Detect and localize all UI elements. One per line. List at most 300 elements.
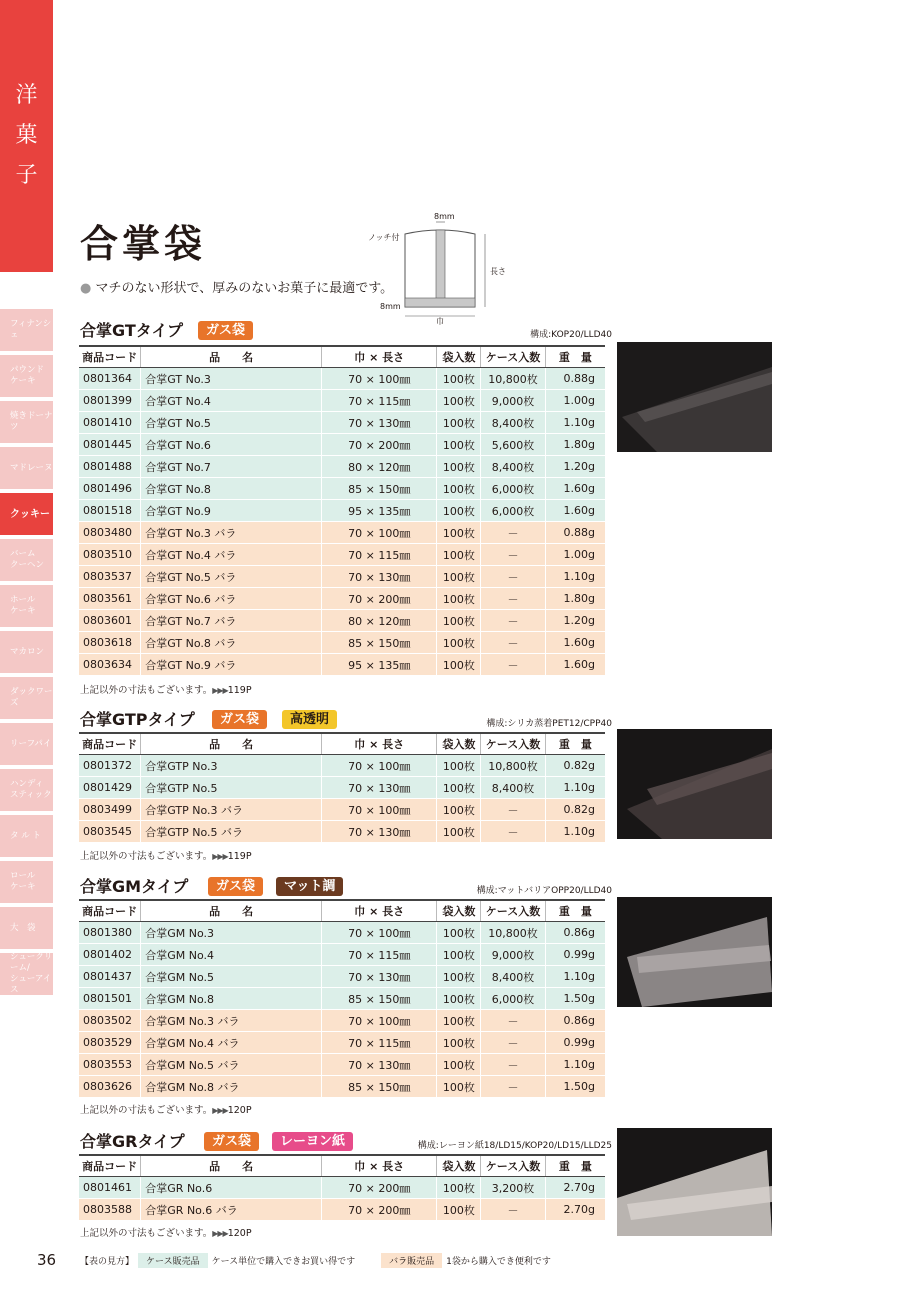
cell-qty: 100枚 [437,988,481,1010]
cell-qty: 100枚 [437,544,481,566]
note-page-link[interactable]: 119P [227,685,252,696]
cell-code: 0803553 [79,1054,141,1076]
note-text: 上記以外の寸法もございます。 [80,685,213,696]
cell-case-qty: － [481,522,545,544]
cell-code: 0803499 [79,799,141,821]
composition: 構成:KOP20/LLD40 [530,330,612,340]
tag-gas: ガス袋 [208,877,263,896]
cell-name: 合掌GT No.3 [141,368,322,390]
note-page-link[interactable]: 120P [227,1105,252,1116]
cell-case-qty: － [481,544,545,566]
section-header [80,1128,610,1154]
table-row [79,566,605,588]
table-row [79,412,605,434]
cell-code: 0801461 [79,1177,141,1199]
cell-case-qty: 5,600枚 [481,434,545,456]
cell-size: 80 × 120㎜ [322,610,437,632]
cell-size: 70 × 200㎜ [322,1199,437,1221]
table-row [79,632,605,654]
cell-weight: 1.10g [545,821,605,843]
arrow-icon: ▶▶▶ [212,852,228,861]
header-case-qty: ケース入数 [481,733,545,755]
table-row [79,368,605,390]
cell-name: 合掌GT No.5 [141,412,322,434]
table-row [79,390,605,412]
cell-weight: 1.10g [545,566,605,588]
side-nav-item[interactable]: ダックワーズ [0,677,53,721]
cell-name: 合掌GT No.6 バラ [141,588,322,610]
cell-name: 合掌GM No.4 バラ [141,1032,322,1054]
table-row [79,966,605,988]
cell-case-qty: － [481,588,545,610]
cell-size: 70 × 200㎜ [322,434,437,456]
cell-code: 0801380 [79,922,141,944]
cell-case-qty: 10,800枚 [481,922,545,944]
cell-code: 0801496 [79,478,141,500]
cell-size: 70 × 130㎜ [322,777,437,799]
cell-code: 0801364 [79,368,141,390]
section-title: 合掌GRタイプ [80,1132,185,1151]
side-nav-item[interactable]: フィナンシェ [0,309,53,353]
cell-size: 80 × 120㎜ [322,456,437,478]
table-row [79,1199,605,1221]
table-row [79,610,605,632]
category-char: 洋 [15,83,38,108]
cell-code: 0801518 [79,500,141,522]
cell-weight: 0.86g [545,1010,605,1032]
legend-label: 【表の見方】 [80,1257,135,1267]
cell-case-qty: － [481,566,545,588]
diagram-top-label: 8mm [434,212,455,221]
cell-name: 合掌GTP No.5 [141,777,322,799]
cell-weight: 0.88g [545,368,605,390]
table-row [79,1076,605,1098]
cell-case-qty: 9,000枚 [481,390,545,412]
cell-weight: 0.86g [545,922,605,944]
cell-name: 合掌GM No.4 [141,944,322,966]
page-title: 合掌袋 [80,221,207,266]
cell-qty: 100枚 [437,632,481,654]
product-table [79,732,605,842]
cell-size: 95 × 135㎜ [322,654,437,676]
cell-size: 70 × 100㎜ [322,368,437,390]
cell-weight: 2.70g [545,1177,605,1199]
cell-case-qty: 8,400枚 [481,777,545,799]
note-text: 上記以外の寸法もございます。 [80,1228,213,1239]
diagram-bottom-label: 8mm [380,302,401,311]
cell-size: 70 × 100㎜ [322,1010,437,1032]
product-photo [617,729,772,839]
cell-code: 0803510 [79,544,141,566]
cell-case-qty: － [481,1032,545,1054]
cell-name: 合掌GM No.8 バラ [141,1076,322,1098]
cell-case-qty: 10,800枚 [481,755,545,777]
legend-case-swatch: ケース販売品 [138,1253,208,1268]
cell-size: 70 × 115㎜ [322,544,437,566]
side-nav-item[interactable]: 大 袋 [0,907,53,951]
tag-matte: マット調 [276,877,343,896]
cell-weight: 0.82g [545,799,605,821]
cell-weight: 1.60g [545,500,605,522]
bullet-icon: ● [80,281,92,296]
table-row [79,434,605,456]
cell-name: 合掌GTP No.5 バラ [141,821,322,843]
header-weight: 重 量 [545,900,605,922]
cell-name: 合掌GM No.5 [141,966,322,988]
cell-name: 合掌GT No.4 バラ [141,544,322,566]
cell-qty: 100枚 [437,1199,481,1221]
cell-name: 合掌GM No.8 [141,988,322,1010]
cell-code: 0801488 [79,456,141,478]
cell-case-qty: 6,000枚 [481,988,545,1010]
section-header [80,873,610,899]
tag-gas: ガス袋 [204,1132,259,1151]
cell-weight: 1.10g [545,966,605,988]
header-weight: 重 量 [545,733,605,755]
cell-code: 0801410 [79,412,141,434]
cell-case-qty: 8,400枚 [481,412,545,434]
cell-case-qty: － [481,799,545,821]
cell-code: 0803545 [79,821,141,843]
side-nav-item[interactable]: 焼きドーナツ [0,401,53,445]
cell-case-qty: － [481,821,545,843]
product-photo [617,897,772,1007]
tag-gas: ガス袋 [198,321,253,340]
cell-case-qty: 6,000枚 [481,500,545,522]
cell-case-qty: 6,000枚 [481,478,545,500]
bag-diagram [360,212,530,332]
cell-weight: 1.10g [545,1054,605,1076]
cell-code: 0803588 [79,1199,141,1221]
header-qty: 袋入数 [437,1155,481,1177]
cell-name: 合掌GT No.7 [141,456,322,478]
cell-size: 70 × 100㎜ [322,922,437,944]
header-case-qty: ケース入数 [481,346,545,368]
section-title: 合掌GMタイプ [80,877,189,896]
cell-qty: 100枚 [437,1032,481,1054]
header-code: 商品コード [79,1155,141,1177]
product-photo [617,342,772,452]
cell-size: 70 × 100㎜ [322,755,437,777]
cell-qty: 100枚 [437,478,481,500]
legend-bara-desc: 1袋から購入でき便利です [446,1257,551,1267]
cell-case-qty: 3,200枚 [481,1177,545,1199]
cell-code: 0803618 [79,632,141,654]
cell-size: 70 × 130㎜ [322,566,437,588]
side-nav-item[interactable]: ホール ケーキ [0,585,53,629]
size-note [80,1225,252,1239]
cell-name: 合掌GT No.3 バラ [141,522,322,544]
cell-code: 0803502 [79,1010,141,1032]
table-row [79,922,605,944]
subtitle-text: マチのない形状で、厚みのないお菓子に最適です。 [95,281,394,296]
diagram-width-label: 巾 [436,317,444,326]
cell-weight: 0.99g [545,1032,605,1054]
section-header [80,317,610,343]
product-table [79,899,605,1097]
cell-qty: 100枚 [437,654,481,676]
cell-size: 70 × 130㎜ [322,412,437,434]
legend-bara-swatch: バラ販売品 [381,1253,442,1268]
note-page-link[interactable]: 119P [227,851,252,862]
side-nav-item[interactable]: ロール ケーキ [0,861,53,905]
cell-qty: 100枚 [437,1076,481,1098]
table-row [79,588,605,610]
cell-case-qty: － [481,610,545,632]
cell-qty: 100枚 [437,1010,481,1032]
header-name: 品 名 [141,346,322,368]
header-code: 商品コード [79,346,141,368]
cell-qty: 100枚 [437,777,481,799]
cell-weight: 1.60g [545,478,605,500]
cell-case-qty: － [481,1010,545,1032]
cell-size: 70 × 200㎜ [322,588,437,610]
header-code: 商品コード [79,900,141,922]
cell-code: 0803626 [79,1076,141,1098]
table-header-row [79,1155,605,1177]
cell-name: 合掌GM No.5 バラ [141,1054,322,1076]
cell-name: 合掌GR No.6 [141,1177,322,1199]
cell-case-qty: 8,400枚 [481,456,545,478]
table-row [79,1010,605,1032]
cell-code: 0801402 [79,944,141,966]
header-name: 品 名 [141,733,322,755]
cell-size: 70 × 100㎜ [322,799,437,821]
composition: 構成:マットバリアOPP20/LLD40 [476,886,612,896]
diagram-notch-label: ノッチ付 [368,233,400,242]
arrow-icon: ▶▶▶ [212,1106,228,1115]
header-qty: 袋入数 [437,346,481,368]
cell-weight: 0.99g [545,944,605,966]
cell-case-qty: － [481,654,545,676]
cell-code: 0801501 [79,988,141,1010]
composition: 構成:レーヨン紙18/LD15/KOP20/LD15/LLD25 [417,1141,612,1151]
bag-photo-svg [617,1128,772,1236]
cell-name: 合掌GTP No.3 バラ [141,799,322,821]
cell-size: 85 × 150㎜ [322,988,437,1010]
size-note [80,682,252,696]
cell-weight: 1.00g [545,390,605,412]
cell-name: 合掌GT No.6 [141,434,322,456]
cell-weight: 1.50g [545,988,605,1010]
arrow-icon: ▶▶▶ [212,686,228,695]
table-header-row [79,733,605,755]
side-nav-item[interactable]: マカロン [0,631,53,675]
cell-code: 0801372 [79,755,141,777]
cell-code: 0801445 [79,434,141,456]
cell-name: 合掌GT No.8 [141,478,322,500]
cell-size: 85 × 150㎜ [322,632,437,654]
cell-case-qty: － [481,1054,545,1076]
table-row [79,478,605,500]
bag-photo-svg [617,729,772,839]
table-row [79,1032,605,1054]
section-title: 合掌GTタイプ [80,321,183,340]
category-tab[interactable] [0,0,53,272]
category-char: 子 [15,163,38,188]
cell-weight: 1.80g [545,434,605,456]
cell-case-qty: － [481,632,545,654]
page-subtitle [80,277,393,296]
cell-qty: 100枚 [437,566,481,588]
cell-qty: 100枚 [437,522,481,544]
table-row [79,544,605,566]
cell-code: 0801437 [79,966,141,988]
header-qty: 袋入数 [437,900,481,922]
cell-name: 合掌GT No.4 [141,390,322,412]
cell-qty: 100枚 [437,434,481,456]
side-nav-item[interactable]: シュークリーム/ シューアイス [0,953,53,997]
side-nav-item[interactable]: タ ル ト [0,815,53,859]
cell-case-qty: － [481,1199,545,1221]
tag-gas: ガス袋 [212,710,267,729]
header-code: 商品コード [79,733,141,755]
cell-name: 合掌GTP No.3 [141,755,322,777]
side-nav-item[interactable]: バーム クーヘン [0,539,53,583]
header-name: 品 名 [141,900,322,922]
cell-weight: 1.10g [545,777,605,799]
cell-size: 70 × 130㎜ [322,821,437,843]
header-size: 巾 × 長さ [322,733,437,755]
cell-size: 70 × 130㎜ [322,1054,437,1076]
cell-weight: 1.50g [545,1076,605,1098]
cell-size: 70 × 200㎜ [322,1177,437,1199]
product-table [79,345,605,675]
cell-name: 合掌GT No.5 バラ [141,566,322,588]
side-nav-item[interactable]: クッキー [0,493,53,537]
table-row [79,1177,605,1199]
cell-size: 95 × 135㎜ [322,500,437,522]
bag-photo-svg [617,897,772,1007]
tag-rayon-paper: レーヨン紙 [272,1132,353,1151]
cell-case-qty: 8,400枚 [481,966,545,988]
cell-code: 0803561 [79,588,141,610]
cell-name: 合掌GM No.3 バラ [141,1010,322,1032]
cell-weight: 1.00g [545,544,605,566]
diagram-length-label: 長さ [490,267,506,276]
cell-case-qty: 10,800枚 [481,368,545,390]
cell-weight: 0.88g [545,522,605,544]
table-row [79,500,605,522]
cell-name: 合掌GT No.8 バラ [141,632,322,654]
table-header-row [79,900,605,922]
table-row [79,944,605,966]
cell-code: 0803537 [79,566,141,588]
table-row [79,456,605,478]
cell-size: 70 × 115㎜ [322,944,437,966]
table-legend [80,1253,551,1268]
arrow-icon: ▶▶▶ [212,1229,228,1238]
header-case-qty: ケース入数 [481,900,545,922]
cell-qty: 100枚 [437,588,481,610]
cell-weight: 1.60g [545,632,605,654]
cell-qty: 100枚 [437,390,481,412]
cell-weight: 1.10g [545,412,605,434]
composition: 構成:シリカ蒸着PET12/CPP40 [486,719,612,729]
bag-photo-svg [617,342,772,452]
cell-case-qty: 9,000枚 [481,944,545,966]
note-text: 上記以外の寸法もございます。 [80,1105,213,1116]
category-char: 菓 [15,123,38,148]
cell-weight: 1.20g [545,456,605,478]
cell-size: 70 × 115㎜ [322,1032,437,1054]
header-case-qty: ケース入数 [481,1155,545,1177]
cell-qty: 100枚 [437,1054,481,1076]
cell-qty: 100枚 [437,821,481,843]
cell-weight: 0.82g [545,755,605,777]
cell-qty: 100枚 [437,500,481,522]
page-number: 36 [37,1251,57,1269]
cell-code: 0801429 [79,777,141,799]
cell-size: 70 × 100㎜ [322,522,437,544]
cell-size: 85 × 150㎜ [322,478,437,500]
table-row [79,755,605,777]
cell-weight: 1.60g [545,654,605,676]
size-note [80,1102,252,1116]
cell-qty: 100枚 [437,922,481,944]
table-row [79,821,605,843]
cell-name: 合掌GT No.7 バラ [141,610,322,632]
header-size: 巾 × 長さ [322,900,437,922]
cell-qty: 100枚 [437,368,481,390]
side-nav-item[interactable]: マドレーヌ [0,447,53,491]
side-nav-item[interactable]: リーフパイ [0,723,53,767]
cell-qty: 100枚 [437,944,481,966]
header-name: 品 名 [141,1155,322,1177]
side-nav-item[interactable]: パウンド ケーキ [0,355,53,399]
cell-qty: 100枚 [437,755,481,777]
product-table [79,1154,605,1220]
header-qty: 袋入数 [437,733,481,755]
legend-case-desc: ケース単位で購入できお買い得です [211,1257,356,1267]
cell-qty: 100枚 [437,1177,481,1199]
cell-size: 85 × 150㎜ [322,1076,437,1098]
header-weight: 重 量 [545,346,605,368]
cell-qty: 100枚 [437,412,481,434]
cell-size: 70 × 115㎜ [322,390,437,412]
table-row [79,988,605,1010]
section-title: 合掌GTPタイプ [80,710,195,729]
cell-weight: 2.70g [545,1199,605,1221]
note-text: 上記以外の寸法もございます。 [80,851,213,862]
cell-name: 合掌GR No.6 バラ [141,1199,322,1221]
cell-qty: 100枚 [437,966,481,988]
cell-name: 合掌GT No.9 バラ [141,654,322,676]
cell-qty: 100枚 [437,799,481,821]
tag-high-transparency: 高透明 [282,710,337,729]
cell-code: 0801399 [79,390,141,412]
cell-code: 0803601 [79,610,141,632]
cell-weight: 1.20g [545,610,605,632]
cell-case-qty: － [481,1076,545,1098]
table-row [79,522,605,544]
cell-qty: 100枚 [437,610,481,632]
cell-code: 0803529 [79,1032,141,1054]
side-nav-item[interactable]: ハンディ スティック [0,769,53,813]
product-photo [617,1128,772,1236]
section-header [80,706,610,732]
header-size: 巾 × 長さ [322,1155,437,1177]
note-page-link[interactable]: 120P [227,1228,252,1239]
cell-name: 合掌GT No.9 [141,500,322,522]
table-row [79,799,605,821]
cell-name: 合掌GM No.3 [141,922,322,944]
table-header-row [79,346,605,368]
table-row [79,1054,605,1076]
table-row [79,777,605,799]
header-weight: 重 量 [545,1155,605,1177]
cell-code: 0803480 [79,522,141,544]
